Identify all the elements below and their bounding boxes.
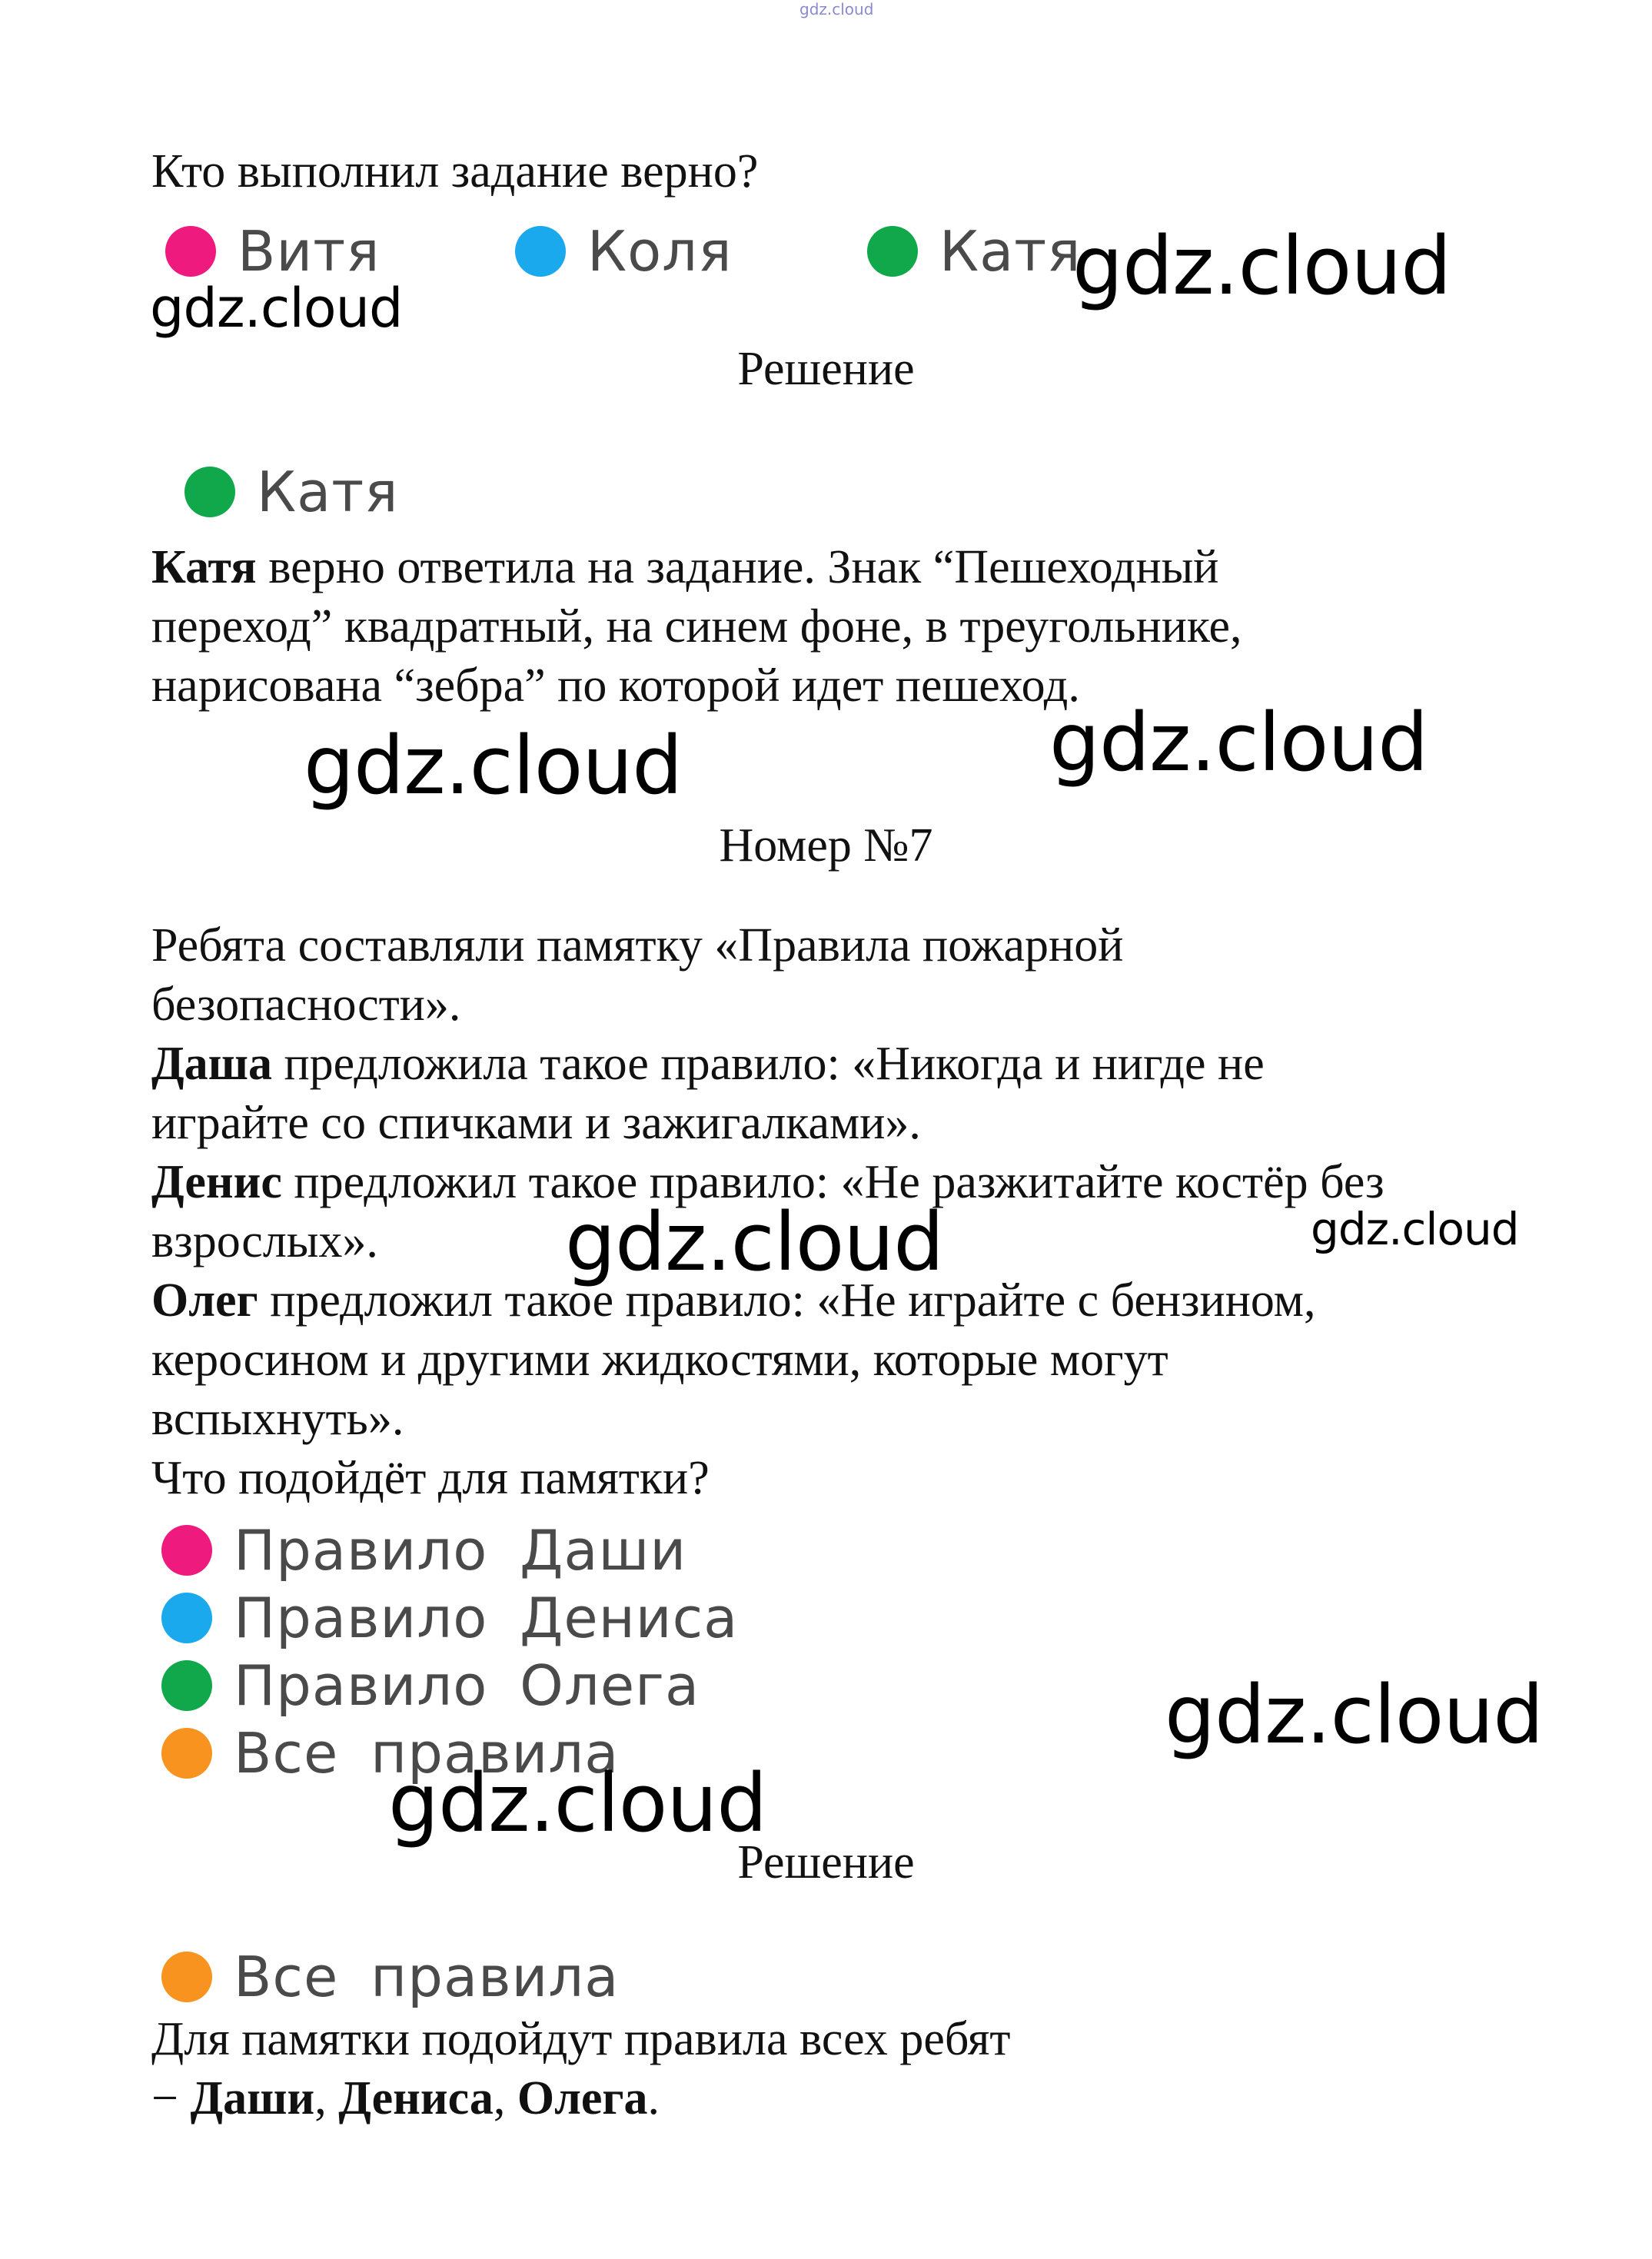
answer-label: Катя bbox=[257, 460, 399, 524]
oleg-rule-line3: вспыхнуть». bbox=[151, 1393, 404, 1445]
period: . bbox=[647, 2072, 660, 2124]
watermark: gdz.cloud bbox=[1165, 1668, 1544, 1762]
option-dasha-rule[interactable] bbox=[161, 1518, 686, 1583]
option-kolya[interactable] bbox=[515, 219, 733, 284]
task6-explanation-line2: переход” квадратный, на синем фоне, в треугольнике, bbox=[151, 600, 1242, 653]
option-label: Правило Даши bbox=[234, 1518, 687, 1583]
dasha-rule-line1 bbox=[151, 1035, 1265, 1094]
orange-dot-icon bbox=[161, 1728, 212, 1779]
bold-name: Даша bbox=[151, 1038, 272, 1090]
top-watermark: gdz.cloud bbox=[799, 0, 874, 18]
watermark: gdz.cloud bbox=[150, 277, 403, 340]
oleg-rule-line2: керосином и другими жидкостями, которые могут bbox=[151, 1334, 1168, 1386]
bold-name: Даши bbox=[190, 2072, 315, 2124]
task7-conclusion-line2 bbox=[151, 2069, 660, 2128]
blue-dot-icon bbox=[161, 1593, 212, 1643]
green-dot-icon bbox=[184, 467, 235, 517]
line-rest: верно ответила на задание. Знак “Пешеходный bbox=[256, 541, 1219, 593]
task6-solution-heading: Решение bbox=[737, 343, 915, 395]
watermark: gdz.cloud bbox=[565, 1195, 944, 1289]
option-label: Катя bbox=[939, 219, 1082, 284]
option-vitya[interactable] bbox=[165, 219, 380, 284]
dash: − bbox=[151, 2072, 191, 2124]
task6-answer-option bbox=[184, 460, 399, 524]
dasha-rule-line2: играйте со спичками и зажигалками». bbox=[151, 1097, 921, 1149]
option-label: Правило Олега bbox=[234, 1653, 700, 1718]
task7-intro-line2: безопасности». bbox=[151, 978, 461, 1031]
pink-dot-icon bbox=[165, 226, 216, 277]
option-denis-rule[interactable] bbox=[161, 1586, 738, 1650]
task7-answer-option bbox=[161, 1945, 619, 2009]
watermark: gdz.cloud bbox=[1311, 1203, 1519, 1255]
line-rest: предложила такое правило: «Никогда и нигде не bbox=[272, 1038, 1265, 1090]
line-rest: предложил такое правило: «Не разжитайте костёр без bbox=[281, 1156, 1384, 1208]
separator: , bbox=[493, 2072, 517, 2124]
task7-heading: Номер №7 bbox=[719, 819, 933, 872]
task6-explanation-line1 bbox=[151, 538, 1218, 597]
task7-intro-line1: Ребята составляли памятку «Правила пожарной bbox=[151, 919, 1124, 972]
bold-name: Олег bbox=[151, 1274, 258, 1327]
task7-solution-heading: Решение bbox=[737, 1836, 915, 1889]
bold-name: Катя bbox=[151, 541, 257, 593]
bold-name: Дениса bbox=[338, 2072, 494, 2124]
option-label: Витя bbox=[238, 219, 381, 284]
task7-question: Что подойдёт для памятки? bbox=[151, 1452, 710, 1504]
answer-label: Все правила bbox=[234, 1945, 620, 2009]
green-dot-icon bbox=[161, 1660, 212, 1711]
bold-name: Денис bbox=[151, 1156, 282, 1208]
watermark: gdz.cloud bbox=[388, 1756, 767, 1850]
bold-name: Олега bbox=[517, 2072, 648, 2124]
line-rest: предложил такое правило: «Не играйте с бензином, bbox=[258, 1274, 1316, 1327]
orange-dot-icon bbox=[161, 1952, 212, 2002]
denis-rule-line2: взрослых». bbox=[151, 1215, 378, 1267]
task6-explanation-line3: нарисована “зебра” по которой идет пешеход. bbox=[151, 659, 1080, 712]
option-label: Правило Дениса bbox=[234, 1586, 739, 1650]
watermark: gdz.cloud bbox=[304, 719, 683, 812]
blue-dot-icon bbox=[515, 226, 566, 277]
pink-dot-icon bbox=[161, 1525, 212, 1576]
task6-question: Кто выполнил задание верно? bbox=[151, 145, 759, 198]
task7-conclusion-line1: Для памятки подойдут правила всех ребят bbox=[151, 2013, 1011, 2065]
option-katya[interactable] bbox=[867, 219, 1082, 284]
option-label: Коля bbox=[587, 219, 733, 284]
separator: , bbox=[314, 2072, 339, 2124]
option-label: Все правила bbox=[234, 1721, 620, 1786]
watermark: gdz.cloud bbox=[1072, 219, 1451, 313]
option-oleg-rule[interactable] bbox=[161, 1653, 700, 1718]
green-dot-icon bbox=[867, 226, 918, 277]
watermark: gdz.cloud bbox=[1049, 696, 1428, 789]
